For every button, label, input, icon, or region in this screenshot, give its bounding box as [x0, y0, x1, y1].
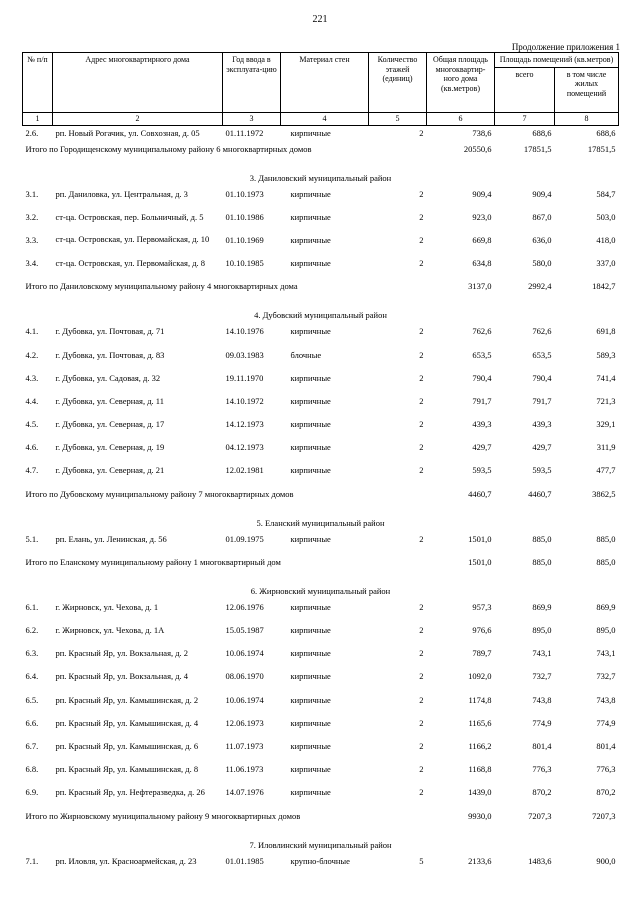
row-total-area: 791,7: [472, 395, 492, 406]
row-premises-all: 774,9: [532, 717, 552, 728]
table-row: [23, 235, 619, 258]
row-total-area: 738,6: [472, 127, 492, 138]
row-floors: 2: [419, 258, 424, 269]
row-year: 12.06.1976: [225, 601, 264, 612]
table-row: [23, 671, 619, 694]
total-premises-all: 4460,7: [528, 488, 552, 499]
row-address: рп. Красный Яр, ул. Вокзальная, д. 2: [55, 648, 189, 659]
header-premises-living: в том числе жилых помещений: [555, 67, 619, 112]
row-total-area: 1439,0: [468, 787, 492, 798]
table-row: [23, 534, 619, 557]
column-number: 1: [23, 112, 53, 125]
row-premises-living: 870,2: [596, 787, 616, 798]
row-no: 6.1.: [25, 601, 39, 612]
row-address: рп. Красный Яр, ул. Камышинская, д. 4: [55, 717, 199, 728]
row-no: 4.6.: [25, 442, 39, 453]
row-total-area: 762,6: [472, 326, 492, 337]
row-premises-living: 743,8: [596, 694, 616, 705]
row-address: г. Дубовка, ул. Северная, д. 21: [55, 465, 165, 476]
row-premises-all: 743,1: [532, 648, 552, 659]
row-total-area: 439,3: [472, 419, 492, 430]
row-no: 4.1.: [25, 326, 39, 337]
section-header: [23, 310, 619, 326]
total-area: 3137,0: [468, 281, 492, 292]
row-total-area: 1168,8: [468, 764, 492, 775]
row-premises-living: 732,7: [596, 671, 616, 682]
row-total-area: 669,8: [472, 234, 492, 245]
total-area: 4460,7: [468, 488, 492, 499]
row-no: 3.2.: [25, 211, 39, 222]
row-no: 6.2.: [25, 625, 39, 636]
row-premises-living: 801,4: [596, 740, 616, 751]
column-number: 7: [495, 112, 555, 125]
row-total-area: 923,0: [472, 211, 492, 222]
row-material: кирпичные: [290, 211, 331, 222]
row-year: 14.10.1976: [225, 326, 264, 337]
row-material: кирпичные: [290, 694, 331, 705]
row-address: г. Дубовка, ул. Северная, д. 19: [55, 442, 165, 453]
total-label: Итого по Дубовскому муниципальному району 7 многоквартирных домов: [25, 488, 294, 499]
row-no: 6.9.: [25, 787, 39, 798]
row-address: г. Дубовка, ул. Северная, д. 17: [55, 419, 165, 430]
row-premises-living: 743,1: [596, 648, 616, 659]
table-row: [23, 442, 619, 465]
total-premises-living: 885,0: [596, 556, 616, 567]
row-total-area: 1501,0: [468, 533, 492, 544]
row-premises-living: 741,4: [596, 372, 616, 383]
header-material: Материал стен: [281, 53, 369, 113]
row-year: 11.07.1973: [225, 740, 264, 751]
row-total-area: 2133,6: [468, 855, 492, 866]
row-premises-living: 584,7: [596, 188, 616, 199]
row-material: кирпичные: [290, 442, 331, 453]
header-year: Год ввода в эксплуата-цию: [223, 53, 281, 113]
row-premises-all: 636,0: [532, 234, 552, 245]
row-premises-living: 776,3: [596, 764, 616, 775]
row-address: рп. Иловля, ул. Красноармейская, д. 23: [55, 855, 197, 866]
row-no: 4.4.: [25, 395, 39, 406]
row-premises-all: 776,3: [532, 764, 552, 775]
table-row: [23, 373, 619, 396]
row-address: г. Дубовка, ул. Садовая, д. 32: [55, 372, 161, 383]
row-address: рп. Елань, ул. Ленинская, д. 56: [55, 533, 167, 544]
row-floors: 2: [419, 419, 424, 430]
row-total-area: 957,3: [472, 601, 492, 612]
row-floors: 2: [419, 671, 424, 682]
total-row: [23, 811, 619, 840]
total-premises-all: 7207,3: [528, 810, 552, 821]
row-premises-all: 791,7: [532, 395, 552, 406]
row-no: 4.7.: [25, 465, 39, 476]
column-number: 2: [53, 112, 223, 125]
row-floors: 5: [419, 855, 424, 866]
row-premises-living: 869,9: [596, 601, 616, 612]
row-premises-living: 418,0: [596, 234, 616, 245]
row-premises-all: 762,6: [532, 326, 552, 337]
total-premises-all: 17851,5: [523, 143, 552, 154]
row-address: рп. Красный Яр, ул. Камышинская, д. 2: [55, 694, 199, 705]
row-material: блочные: [290, 349, 322, 360]
row-premises-all: 867,0: [532, 211, 552, 222]
row-premises-all: 1483,6: [528, 855, 552, 866]
section-title: 3. Даниловский муниципальный район: [249, 172, 392, 183]
row-premises-all: 743,8: [532, 694, 552, 705]
table-row: [23, 212, 619, 235]
total-row: [23, 557, 619, 586]
row-floors: 2: [419, 234, 424, 245]
row-year: 15.05.1987: [225, 625, 264, 636]
row-material: кирпичные: [290, 625, 331, 636]
table-row: [23, 602, 619, 625]
row-premises-all: 909,4: [532, 188, 552, 199]
row-floors: 2: [419, 533, 424, 544]
row-material: кирпичные: [290, 465, 331, 476]
row-material: кирпичные: [290, 717, 331, 728]
row-no: 4.2.: [25, 349, 39, 360]
total-label: Итого по Жирновскому муниципальному району 9 многоквартирных домов: [25, 810, 301, 821]
row-premises-living: 337,0: [596, 258, 616, 269]
total-label: Итого по Городищенскому муниципальному району 6 многоквартирных домов: [25, 143, 312, 154]
total-row: [23, 144, 619, 173]
row-material: кирпичные: [290, 601, 331, 612]
header-floors: Количество этажей (единиц): [369, 53, 427, 113]
row-year: 01.09.1975: [225, 533, 264, 544]
row-floors: 2: [419, 465, 424, 476]
total-premises-living: 17851,5: [587, 143, 616, 154]
row-year: 14.10.1972: [225, 395, 264, 406]
row-no: 6.8.: [25, 764, 39, 775]
row-premises-living: 503,0: [596, 211, 616, 222]
row-year: 09.03.1983: [225, 349, 264, 360]
row-premises-all: 790,4: [532, 372, 552, 383]
table-row: [23, 856, 619, 879]
row-premises-all: 580,0: [532, 258, 552, 269]
row-premises-living: 329,1: [596, 419, 616, 430]
row-year: 10.06.1974: [225, 694, 264, 705]
row-no: 6.3.: [25, 648, 39, 659]
row-premises-all: 593,5: [532, 465, 552, 476]
row-address: г. Дубовка, ул. Северная, д. 11: [55, 395, 164, 406]
row-total-area: 653,5: [472, 349, 492, 360]
section-title: 5. Еланский муниципальный район: [256, 517, 385, 528]
table-row: [23, 764, 619, 787]
header-total-area: Общая площадь многоквартир-ного дома (кв.метров): [427, 53, 495, 113]
row-year: 10.10.1985: [225, 258, 264, 269]
row-year: 08.06.1970: [225, 671, 264, 682]
row-premises-living: 895,0: [596, 625, 616, 636]
row-no: 2.6.: [25, 127, 39, 138]
row-address: рп. Красный Яр, ул. Камышинская, д. 8: [55, 764, 199, 775]
row-material: кирпичные: [290, 671, 331, 682]
row-material: крупно-блочные: [290, 855, 350, 866]
row-address: рп. Красный Яр, ул. Камышинская, д. 6: [55, 740, 199, 751]
row-floors: 2: [419, 188, 424, 199]
table-row: [23, 741, 619, 764]
table-row: [23, 125, 619, 144]
row-total-area: 593,5: [472, 465, 492, 476]
row-premises-all: 653,5: [532, 349, 552, 360]
row-year: 01.10.1986: [225, 211, 264, 222]
row-premises-living: 477,7: [596, 465, 616, 476]
row-premises-living: 691,8: [596, 326, 616, 337]
row-address: рп. Новый Рогачик, ул. Совхозная, д. 05: [55, 127, 200, 138]
total-label: Итого по Еланскому муниципальному району 1 многоквартирный дом: [25, 556, 281, 567]
table-row: [23, 718, 619, 741]
table-row: [23, 350, 619, 373]
section-title: 7. Иловлинский муниципальный район: [249, 839, 392, 850]
total-row: [23, 489, 619, 518]
row-total-area: 1166,2: [468, 740, 492, 751]
row-premises-all: 869,9: [532, 601, 552, 612]
row-total-area: 429,7: [472, 442, 492, 453]
section-header: [23, 518, 619, 534]
row-premises-all: 895,0: [532, 625, 552, 636]
row-address: рп. Даниловка, ул. Центральная, д. 3: [55, 188, 188, 199]
column-numbers-row: [23, 112, 619, 125]
row-no: 4.3.: [25, 372, 39, 383]
table-row: [23, 326, 619, 349]
row-floors: 2: [419, 127, 424, 138]
row-address: г. Жирновск, ул. Чехова, д. 1: [55, 601, 159, 612]
page-number: 221: [312, 14, 328, 25]
row-total-area: 976,6: [472, 625, 492, 636]
row-material: кирпичные: [290, 395, 331, 406]
row-material: кирпичные: [290, 127, 331, 138]
row-floors: 2: [419, 372, 424, 383]
row-floors: 2: [419, 625, 424, 636]
row-year: 01.11.1972: [225, 127, 264, 138]
row-year: 11.06.1973: [225, 764, 264, 775]
apartment-buildings-table: [22, 52, 619, 879]
row-floors: 2: [419, 442, 424, 453]
row-premises-living: 774,9: [596, 717, 616, 728]
total-label: Итого по Даниловскому муниципальному району 4 многоквартирных дома: [25, 281, 298, 292]
total-premises-all: 885,0: [532, 556, 552, 567]
row-year: 14.07.1976: [225, 787, 264, 798]
row-premises-living: 688,6: [596, 127, 616, 138]
continuation-label: Продолжение приложения 1: [511, 42, 620, 52]
table-row: [23, 419, 619, 442]
row-premises-living: 885,0: [596, 533, 616, 544]
total-area: 9930,0: [468, 810, 492, 821]
row-year: 14.12.1973: [225, 419, 264, 430]
row-no: 3.1.: [25, 188, 39, 199]
table-row: [23, 465, 619, 488]
table-row: [23, 787, 619, 810]
row-material: кирпичные: [290, 234, 331, 245]
header-premises-area: Площадь помещений (кв.метров): [495, 53, 619, 68]
header-address: Адрес многоквартирного дома: [53, 53, 223, 113]
row-premises-all: 801,4: [532, 740, 552, 751]
header-no: № п/п: [23, 53, 53, 113]
row-year: 01.01.1985: [225, 855, 264, 866]
row-year: 12.06.1973: [225, 717, 264, 728]
row-floors: 2: [419, 648, 424, 659]
row-floors: 2: [419, 787, 424, 798]
header-premises-all: всего: [495, 67, 555, 112]
total-premises-living: 1842,7: [592, 281, 616, 292]
row-material: кирпичные: [290, 648, 331, 659]
table-row: [23, 258, 619, 281]
row-no: 4.5.: [25, 419, 39, 430]
table-row: [23, 648, 619, 671]
row-address: ст-ца. Островская, ул. Первомайская, д. 10: [55, 233, 210, 244]
row-material: кирпичные: [290, 188, 331, 199]
row-year: 01.10.1973: [225, 188, 264, 199]
row-total-area: 1092,0: [468, 671, 492, 682]
row-no: 3.4.: [25, 258, 39, 269]
section-header: [23, 840, 619, 856]
row-year: 12.02.1981: [225, 465, 264, 476]
row-no: 6.5.: [25, 694, 39, 705]
row-material: кирпичные: [290, 372, 331, 383]
row-material: кирпичные: [290, 419, 331, 430]
row-floors: 2: [419, 717, 424, 728]
row-floors: 2: [419, 349, 424, 360]
row-address: рп. Красный Яр, ул. Вокзальная, д. 4: [55, 671, 189, 682]
section-title: 6. Жирновский муниципальный район: [250, 585, 391, 596]
total-area: 1501,0: [468, 556, 492, 567]
row-address: г. Дубовка, ул. Почтовая, д. 71: [55, 326, 165, 337]
row-no: 6.4.: [25, 671, 39, 682]
row-floors: 2: [419, 740, 424, 751]
row-total-area: 790,4: [472, 372, 492, 383]
total-premises-living: 7207,3: [592, 810, 616, 821]
row-year: 19.11.1970: [225, 372, 264, 383]
row-material: кирпичные: [290, 740, 331, 751]
row-premises-all: 439,3: [532, 419, 552, 430]
column-number: 5: [369, 112, 427, 125]
row-address: ст-ца. Островская, ул. Первомайская, д. 8: [55, 258, 206, 269]
row-material: кирпичные: [290, 258, 331, 269]
total-area: 20550,6: [463, 143, 492, 154]
row-premises-all: 688,6: [532, 127, 552, 138]
row-premises-living: 900,0: [596, 855, 616, 866]
row-material: кирпичные: [290, 764, 331, 775]
table-row: [23, 396, 619, 419]
row-total-area: 789,7: [472, 648, 492, 659]
table-row: [23, 189, 619, 212]
row-material: кирпичные: [290, 533, 331, 544]
row-premises-all: 429,7: [532, 442, 552, 453]
row-premises-living: 311,9: [596, 442, 616, 453]
column-number: 4: [281, 112, 369, 125]
section-title: 4. Дубовский муниципальный район: [254, 310, 387, 321]
section-header: [23, 586, 619, 602]
row-total-area: 1165,6: [468, 717, 492, 728]
row-premises-living: 721,3: [596, 395, 616, 406]
row-premises-all: 870,2: [532, 787, 552, 798]
total-premises-all: 2992,4: [528, 281, 552, 292]
row-floors: 2: [419, 211, 424, 222]
row-material: кирпичные: [290, 787, 331, 798]
row-floors: 2: [419, 694, 424, 705]
row-no: 6.6.: [25, 717, 39, 728]
row-no: 5.1.: [25, 533, 39, 544]
row-floors: 2: [419, 601, 424, 612]
total-premises-living: 3862,5: [592, 488, 616, 499]
section-header: [23, 173, 619, 189]
column-number: 3: [223, 112, 281, 125]
row-address: г. Жирновск, ул. Чехова, д. 1А: [55, 625, 165, 636]
table-row: [23, 625, 619, 648]
row-premises-living: 589,3: [596, 349, 616, 360]
column-number: 6: [427, 112, 495, 125]
row-no: 6.7.: [25, 740, 39, 751]
row-year: 10.06.1974: [225, 648, 264, 659]
row-floors: 2: [419, 395, 424, 406]
row-floors: 2: [419, 326, 424, 337]
total-row: [23, 281, 619, 310]
row-total-area: 909,4: [472, 188, 492, 199]
row-year: 04.12.1973: [225, 442, 264, 453]
row-year: 01.10.1969: [225, 234, 264, 245]
table-row: [23, 695, 619, 718]
row-premises-all: 885,0: [532, 533, 552, 544]
row-total-area: 1174,8: [468, 694, 492, 705]
row-address: рп. Красный Яр, ул. Нефтеразведка, д. 26: [55, 787, 205, 798]
row-premises-all: 732,7: [532, 671, 552, 682]
row-no: 3.3.: [25, 234, 39, 245]
column-number: 8: [555, 112, 619, 125]
row-no: 7.1.: [25, 855, 39, 866]
row-floors: 2: [419, 764, 424, 775]
row-material: кирпичные: [290, 326, 331, 337]
row-address: ст-ца. Островская, пер. Больничный, д. 5: [55, 211, 204, 222]
row-total-area: 634,8: [472, 258, 492, 269]
row-address: г. Дубовка, ул. Почтовая, д. 83: [55, 349, 165, 360]
